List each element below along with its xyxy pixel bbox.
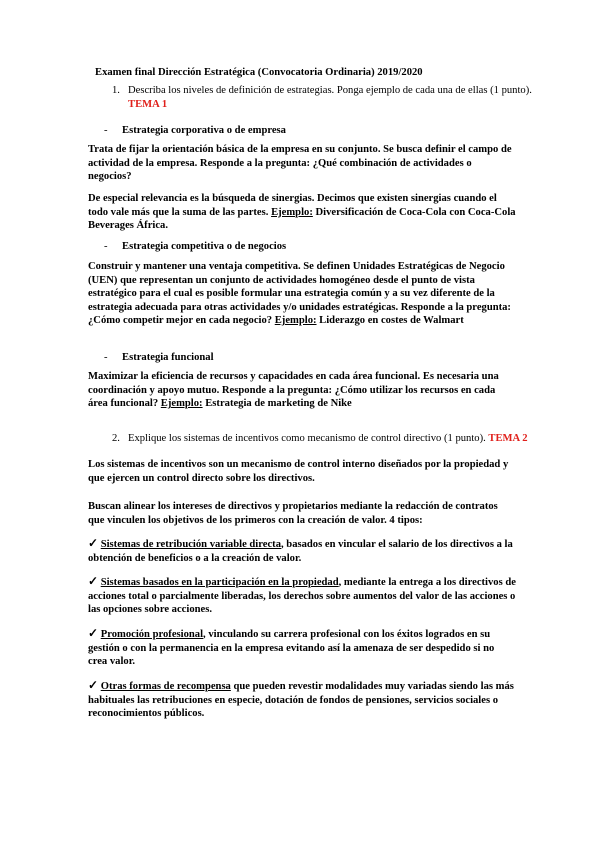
corporativa-paragraph-1: Trata de fijar la orientación básica de la empresa en su conjunto. Se busca definir el campo de actividad de la empresa. Responde a la pregunta: ¿Qué combinación de actividades o negocios? (88, 144, 512, 183)
competitiva-example: Liderazgo en costes de Walmart (319, 315, 464, 327)
funcional-heading-row (104, 351, 214, 365)
corporativa-heading: Estrategia corporativa o de empresa (122, 125, 286, 136)
funcional-paragraph (88, 370, 516, 411)
question-1-text: Describa los niveles de definición de estrategias. Ponga ejemplo de cada una de ellas (1 punto). (128, 85, 532, 96)
incentive-item (88, 537, 516, 565)
bullet-dash: - (104, 125, 108, 136)
corporativa-paragraph-2 (88, 192, 516, 233)
competitiva-text: Construir y mantener una ventaja competitiva. Se definen Unidades Estratégicas de Negocio (UEN) que representan un conjunto de actividades homogéneo desde el punto de vista estratégico para el cual es posible formular una estrategia común y a su vez diferente de la estrategia adecuada para otras actividades y/o unidades estratégicas. Responde a la pregunta: ¿Cómo competir mejor en cada negocio? (88, 261, 511, 327)
exam-title: Examen final Dirección Estratégica (Convocatoria Ordinaria) 2019/2020 (95, 67, 423, 78)
question-2 (112, 432, 532, 446)
incentive-text: que pueden revestir modalidades muy variadas siendo las más habituales las retribuciones en especie, dotación de fondos de pensiones, servicios sociales o reconocimientos públicos. (88, 681, 514, 720)
checkmark-icon: ✓ (88, 574, 99, 588)
incentive-label: Promoción profesional (100, 629, 204, 640)
competitiva-example-label: Ejemplo: (274, 315, 317, 327)
incentive-label: Sistemas de retribución variable directa (100, 539, 281, 550)
bullet-dash: - (104, 241, 108, 252)
corporativa-p2-text: De especial relevancia es la búsqueda de sinergias. Decimos que existen sinergias cuando el todo vale más que la suma de las partes. (88, 193, 497, 218)
checkmark-icon: ✓ (88, 626, 99, 640)
question-2-text: Explique los sistemas de incentivos como mecanismo de control directivo (1 punto). (128, 433, 486, 444)
competitiva-heading-row (104, 240, 286, 254)
bullet-dash: - (104, 352, 108, 363)
question-1 (112, 84, 532, 111)
funcional-text: Maximizar la eficiencia de recursos y capacidades en cada área funcional. Es necesaria una coordinación y apoyo mutuo. Responde a la pregunta: ¿Cómo utilizar los recursos en cada área funcional? (88, 371, 499, 410)
corporativa-example: Diversificación de Coca-Cola con Coca-Cola Beverages África. (88, 206, 516, 232)
q2-intro-1: Los sistemas de incentivos son un mecanismo de control interno diseñados por la propiedad y que ejercen un control directo sobre los directivos. (88, 459, 509, 484)
competitiva-heading: Estrategia competitiva o de negocios (122, 241, 287, 252)
question-1-tema: TEMA 1 (128, 98, 168, 110)
funcional-heading: Estrategia funcional (122, 352, 214, 363)
corporativa-heading-row (104, 124, 286, 138)
incentive-item (88, 679, 516, 721)
incentive-text: , mediante la entrega a los directivos de acciones total o parcialmente liberadas, los derechos sobre aumentos del valor de las acciones o las opciones sobre acciones. (88, 577, 516, 616)
incentive-label: Sistemas basados en la participación en la propiedad (100, 577, 339, 588)
incentive-item (88, 575, 516, 617)
funcional-example-label: Ejemplo: (160, 398, 203, 410)
funcional-example: Estrategia de marketing de Nike (205, 398, 352, 410)
checkmark-icon: ✓ (88, 678, 99, 692)
incentive-text: , vinculando su carrera profesional con los éxitos logrados en su gestión o con la permanencia en la empresa evitando así la amenaza de ser despedido si no crea valor. (88, 629, 495, 668)
question-2-tema: TEMA 2 (488, 433, 528, 444)
question-1-number: 1. (112, 85, 120, 96)
incentive-item (88, 627, 516, 669)
q2-intro-2: Buscan alinear los intereses de directivos y propietarios mediante la redacción de contratos que vinculen los objetivos de los primeros con la creación de valor. 4 tipos: (88, 501, 498, 526)
incentive-text: , basados en vincular el salario de los directivos a la obtención de beneficios o a la creación de valor. (88, 539, 513, 564)
checkmark-icon: ✓ (88, 536, 99, 550)
corporativa-example-label: Ejemplo: (271, 206, 313, 218)
incentive-label: Otras formas de recompensa (100, 681, 231, 692)
competitiva-paragraph (88, 260, 516, 328)
question-2-number: 2. (112, 433, 120, 444)
